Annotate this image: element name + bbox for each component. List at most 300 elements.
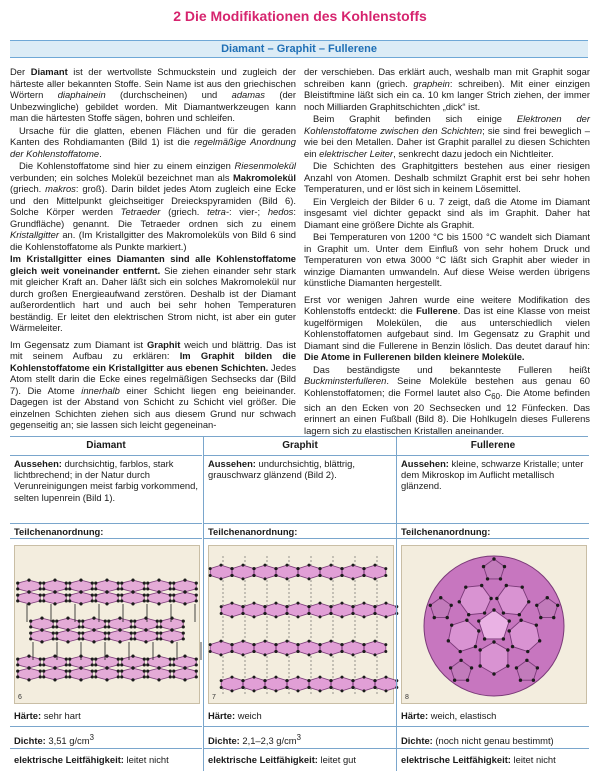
carbon-atom <box>169 587 172 590</box>
carbon-atom <box>508 619 511 622</box>
carbon-atom <box>264 653 267 656</box>
carbon-atom <box>352 564 355 567</box>
carbon-atom <box>374 577 377 580</box>
lattice-ring <box>18 580 41 592</box>
carbon-atom <box>92 640 95 643</box>
carbon-atom <box>506 664 509 667</box>
carbon-atom <box>384 643 387 646</box>
carbon-atom <box>253 615 256 618</box>
carbon-atom <box>92 629 95 632</box>
carbon-atom <box>341 676 344 679</box>
carbon-atom <box>363 567 366 570</box>
carbon-atom <box>253 574 256 577</box>
carbon-atom <box>195 581 198 584</box>
carbon-atom <box>275 574 278 577</box>
diamond-lattice-figure <box>14 545 200 704</box>
graphite-ring <box>375 677 397 691</box>
carbon-atom <box>492 640 495 643</box>
carbon-atom <box>39 599 42 602</box>
carbon-atom <box>79 591 82 594</box>
carbon-atom <box>159 637 162 640</box>
carbon-atom <box>275 676 278 679</box>
lattice-ring <box>44 656 67 668</box>
lattice-ring <box>135 630 158 642</box>
carbon-atom <box>53 667 56 670</box>
carbon-atom <box>131 591 134 594</box>
carbon-atom <box>68 663 71 666</box>
lattice-ring <box>174 580 197 592</box>
carbon-atom <box>286 564 289 567</box>
arrangement-cell: Teilchenanordnung: <box>397 525 589 539</box>
carbon-atom <box>195 663 198 666</box>
carbon-atom <box>297 567 300 570</box>
carbon-atom <box>374 686 377 689</box>
carbon-atom <box>308 686 311 689</box>
hardness-cell: Härte: weich, elastisch <box>397 705 589 727</box>
density-cell: Dichte: (noch nicht genau bestimmt) <box>397 727 589 749</box>
carbon-atom <box>117 675 120 678</box>
carbon-atom <box>182 631 185 634</box>
carbon-atom <box>363 574 366 577</box>
carbon-atom <box>91 593 94 596</box>
carbon-atom <box>55 631 58 634</box>
carbon-atom <box>169 593 172 596</box>
carbon-atom <box>94 599 97 602</box>
carbon-atom <box>68 599 71 602</box>
graphite-ring <box>221 677 243 691</box>
carbon-atom <box>130 637 133 640</box>
carbon-atom <box>450 623 453 626</box>
carbon-atom <box>220 640 223 643</box>
carbon-atom <box>446 616 449 619</box>
comparison-table <box>10 436 588 771</box>
carbon-atom <box>16 669 19 672</box>
graphite-ring <box>210 565 232 579</box>
carbon-atom <box>120 593 123 596</box>
carbon-atom <box>172 669 175 672</box>
carbon-atom <box>78 637 81 640</box>
carbon-atom <box>68 581 71 584</box>
carbon-atom <box>65 593 68 596</box>
carbon-atom <box>78 631 81 634</box>
carbon-atom <box>352 653 355 656</box>
carbon-atom <box>209 650 212 653</box>
carbon-atom <box>352 640 355 643</box>
carbon-atom <box>477 619 480 622</box>
carbon-atom <box>286 612 289 615</box>
carbon-atom <box>183 579 186 582</box>
carbon-atom <box>374 612 377 615</box>
lattice-ring <box>31 618 54 630</box>
carbon-atom <box>131 667 134 670</box>
carbon-atom <box>275 643 278 646</box>
carbon-atom <box>183 591 186 594</box>
lattice-ring <box>57 618 80 630</box>
carbon-atom <box>308 612 311 615</box>
carbon-atom <box>91 675 94 678</box>
lattice-ring <box>18 656 41 668</box>
carbon-atom <box>308 653 311 656</box>
carbon-atom <box>552 616 555 619</box>
carbon-atom <box>341 650 344 653</box>
graphite-ring <box>353 677 375 691</box>
graphite-ring <box>265 603 287 617</box>
graphite-ring <box>287 677 309 691</box>
lattice-ring <box>18 668 41 680</box>
carbon-atom <box>39 593 42 596</box>
carbon-atom <box>330 653 333 656</box>
carbon-atom <box>341 643 344 646</box>
carbon-atom <box>27 579 30 582</box>
paragraph: Ursache für die glatten, ebenen Flächen und für die geraden Kanten des Rohdiamanten (Bild 1) ist die regelmäßige Anordnung der Kohlenstoffatome. <box>10 124 296 159</box>
carbon-atom <box>79 678 82 681</box>
carbon-atom <box>91 657 94 660</box>
carbon-atom <box>330 564 333 567</box>
carbon-atom <box>81 625 84 628</box>
carbon-atom <box>518 613 521 616</box>
carbon-atom <box>156 637 159 640</box>
carbon-atom <box>157 579 160 582</box>
carbon-atom <box>42 587 45 590</box>
carbon-atom <box>308 577 311 580</box>
carbon-atom <box>94 663 97 666</box>
carbon-atom <box>242 577 245 580</box>
carbon-atom <box>133 631 136 634</box>
lattice-ring <box>148 668 171 680</box>
carbon-atom <box>466 679 469 682</box>
carbon-atom <box>65 599 68 602</box>
carbon-atom <box>503 565 506 568</box>
carbon-atom <box>146 663 149 666</box>
lattice-ring <box>122 668 145 680</box>
carbon-atom <box>143 581 146 584</box>
carbon-atom <box>231 676 234 679</box>
carbon-atom <box>253 643 256 646</box>
carbon-atom <box>264 605 267 608</box>
carbon-atom <box>429 604 432 607</box>
carbon-atom <box>521 585 524 588</box>
lattice-ring <box>70 580 93 592</box>
conductivity-cell: elektrische Leitfähigkeit: leitet nicht <box>401 754 556 765</box>
carbon-atom <box>117 587 120 590</box>
carbon-atom <box>330 679 333 682</box>
density-cell: Dichte: 3,51 $g/cm^3$ <box>10 727 202 749</box>
carbon-atom <box>264 679 267 682</box>
carbon-atom <box>183 678 186 681</box>
carbon-atom <box>220 605 223 608</box>
section-subtitle: Diamant – Graphit – Fullerene <box>10 40 588 58</box>
figure-number: 7 <box>212 694 216 701</box>
carbon-atom <box>286 653 289 656</box>
carbon-atom <box>79 667 82 670</box>
carbon-atom <box>483 611 486 614</box>
carbon-atom <box>172 593 175 596</box>
carbon-atom <box>253 689 256 692</box>
carbon-atom <box>91 599 94 602</box>
carbon-atom <box>502 637 505 640</box>
carbon-atom <box>143 669 146 672</box>
graphite-ring <box>331 677 353 691</box>
graphite-ring <box>342 565 364 579</box>
carbon-atom <box>143 599 146 602</box>
carbon-atom <box>55 637 58 640</box>
graphite-ring <box>331 603 353 617</box>
density-cell: Dichte: 2,1–2,3 $g/cm^3$ <box>204 727 396 749</box>
carbon-atom <box>242 679 245 682</box>
appearance-cell: Aussehen: undurchsichtig, blättrig, grauschwarz glänzend (Bild 2). <box>204 456 396 524</box>
carbon-atom <box>131 678 134 681</box>
carbon-atom <box>146 587 149 590</box>
fullerene-molecule-illustration <box>402 546 586 703</box>
carbon-atom <box>40 640 43 643</box>
carbon-atom <box>94 669 97 672</box>
carbon-atom <box>104 625 107 628</box>
carbon-atom <box>131 579 134 582</box>
carbon-atom <box>65 657 68 660</box>
carbon-atom <box>42 663 45 666</box>
carbon-atom <box>511 645 514 648</box>
lattice-ring <box>122 656 145 668</box>
graphite-ring <box>309 603 331 617</box>
carbon-atom <box>275 615 278 618</box>
carbon-atom <box>172 587 175 590</box>
graphite-ring <box>232 565 254 579</box>
carbon-atom <box>16 581 19 584</box>
carbon-atom <box>120 663 123 666</box>
carbon-atom <box>29 637 32 640</box>
carbon-atom <box>319 689 322 692</box>
table-header: Fullerene <box>397 437 589 456</box>
carbon-atom <box>159 619 162 622</box>
lattice-ring <box>31 630 54 642</box>
carbon-atom <box>297 676 300 679</box>
graphite-ring <box>254 641 276 655</box>
carbon-atom <box>143 657 146 660</box>
carbon-atom <box>42 657 45 660</box>
carbon-atom <box>91 663 94 666</box>
carbon-atom <box>231 602 234 605</box>
carbon-atom <box>308 640 311 643</box>
carbon-atom <box>40 617 43 620</box>
carbon-atom <box>535 604 538 607</box>
carbon-atom <box>352 686 355 689</box>
carbon-atom <box>242 564 245 567</box>
lattice-ring <box>57 630 80 642</box>
carbon-atom <box>104 637 107 640</box>
carbon-atom <box>319 676 322 679</box>
carbon-atom <box>220 679 223 682</box>
carbon-atom <box>117 657 120 660</box>
carbon-atom <box>465 619 468 622</box>
carbon-atom <box>341 689 344 692</box>
carbon-atom <box>385 602 388 605</box>
carbon-atom <box>275 650 278 653</box>
carbon-atom <box>52 631 55 634</box>
carbon-atom <box>39 669 42 672</box>
fullerene-molecule-figure <box>401 545 587 704</box>
carbon-atom <box>286 577 289 580</box>
carbon-atom <box>458 600 461 603</box>
carbon-atom <box>275 689 278 692</box>
carbon-atom <box>275 567 278 570</box>
carbon-atom <box>159 625 162 628</box>
carbon-atom <box>16 675 19 678</box>
carbon-atom <box>65 675 68 678</box>
carbon-atom <box>65 587 68 590</box>
table-column-fullerene <box>396 437 589 771</box>
carbon-atom <box>182 637 185 640</box>
carbon-atom <box>157 602 160 605</box>
carbon-atom <box>68 657 71 660</box>
graphite-ring <box>254 565 276 579</box>
carbon-atom <box>117 663 120 666</box>
carbon-atom <box>546 596 549 599</box>
carbon-atom <box>79 602 82 605</box>
carbon-atom <box>81 619 84 622</box>
carbon-atom <box>439 596 442 599</box>
carbon-atom <box>480 584 483 587</box>
carbon-atom <box>319 650 322 653</box>
carbon-atom <box>169 581 172 584</box>
carbon-atom <box>68 669 71 672</box>
carbon-atom <box>264 640 267 643</box>
carbon-atom <box>172 663 175 666</box>
carbon-atom <box>40 629 43 632</box>
lattice-ring <box>44 592 67 604</box>
carbon-atom <box>42 581 45 584</box>
carbon-atom <box>156 619 159 622</box>
carbon-atom <box>42 593 45 596</box>
carbon-atom <box>52 625 55 628</box>
lattice-ring <box>96 580 119 592</box>
carbon-atom <box>474 645 477 648</box>
carbon-atom <box>94 593 97 596</box>
carbon-atom <box>385 676 388 679</box>
lattice-ring <box>174 592 197 604</box>
carbon-atom <box>66 617 69 620</box>
lattice-ring <box>96 656 119 668</box>
carbon-atom <box>39 657 42 660</box>
carbon-atom <box>363 643 366 646</box>
carbon-atom <box>525 659 528 662</box>
carbon-atom <box>515 666 518 669</box>
carbon-atom <box>133 619 136 622</box>
carbon-atom <box>159 631 162 634</box>
carbon-atom <box>146 675 149 678</box>
appearance-cell: Aussehen: durchsichtig, farblos, stark lichtbrechend; in der Natur durch Verunreinigungen meist farbig vorkommend, selten lupenrein (Bild 1). <box>10 456 202 524</box>
figure-number: 6 <box>18 694 22 701</box>
carbon-atom <box>242 605 245 608</box>
carbon-atom <box>220 577 223 580</box>
paragraph: Im Gegensatz zum Diamant ist Graphit weich und blättrig. Das ist mit seinem Aufbau zu erklären: Im Graphit bilden die Kohlenstoffatome ein Kristallgitter aus ebenen Schichten. Jedes Atom stellt darin die Ecke eines regelmäßigen Sechsecks dar (Bild 7). Die Atome innerhalb einer Schicht liegen eng beieinander. Dagegen ist der Abstand von Schicht zu Schicht viel größer. Die einzelnen Schichten ziehen sich aus diesem Grund nur schwach gegenseitig an; sie lassen sich leicht gegeneinan- <box>10 338 297 430</box>
carbon-atom <box>231 650 234 653</box>
carbon-atom <box>539 616 542 619</box>
carbon-atom <box>91 581 94 584</box>
carbon-atom <box>209 643 212 646</box>
carbon-atom <box>55 619 58 622</box>
carbon-atom <box>157 678 160 681</box>
carbon-atom <box>527 600 530 603</box>
graphite-ring <box>298 565 320 579</box>
table-column-diamant <box>10 437 202 771</box>
graphite-ring <box>265 677 287 691</box>
lattice-ring <box>70 668 93 680</box>
carbon-atom <box>16 663 19 666</box>
carbon-atom <box>308 605 311 608</box>
carbon-atom <box>470 666 473 669</box>
carbon-atom <box>505 584 508 587</box>
carbon-atom <box>78 625 81 628</box>
carbon-atom <box>319 643 322 646</box>
graphite-ring <box>221 603 243 617</box>
carbon-atom <box>29 625 32 628</box>
carbon-atom <box>53 579 56 582</box>
carbon-atom <box>27 667 30 670</box>
carbon-atom <box>42 669 45 672</box>
carbon-atom <box>66 640 69 643</box>
chapter-title: 2 Die Modifikationen des Kohlenstoffs <box>173 8 427 24</box>
carbon-atom <box>297 602 300 605</box>
carbon-atom <box>146 657 149 660</box>
graphite-ring <box>320 565 342 579</box>
carbon-atom <box>65 669 68 672</box>
graphite-ring <box>232 641 254 655</box>
graphite-ring <box>353 603 375 617</box>
carbon-atom <box>172 599 175 602</box>
carbon-atom <box>264 612 267 615</box>
carbon-atom <box>384 574 387 577</box>
carbon-atom <box>78 619 81 622</box>
lattice-ring <box>161 618 184 630</box>
carbon-atom <box>146 581 149 584</box>
carbon-atom <box>52 619 55 622</box>
carbon-atom <box>29 619 32 622</box>
carbon-atom <box>532 679 535 682</box>
carbon-atom <box>231 615 234 618</box>
graphite-ring <box>243 603 265 617</box>
carbon-atom <box>120 657 123 660</box>
carbon-atom <box>483 637 486 640</box>
carbon-atom <box>117 669 120 672</box>
carbon-atom <box>341 602 344 605</box>
carbon-atom <box>143 663 146 666</box>
carbon-atom <box>27 655 30 658</box>
graphite-ring <box>375 603 397 617</box>
carbon-atom <box>385 615 388 618</box>
carbon-atom <box>220 653 223 656</box>
carbon-atom <box>363 602 366 605</box>
carbon-atom <box>478 664 481 667</box>
figure-number: 8 <box>405 694 409 701</box>
carbon-atom <box>374 605 377 608</box>
lattice-ring <box>18 592 41 604</box>
carbon-atom <box>508 629 511 632</box>
carbon-atom <box>53 678 56 681</box>
carbon-atom <box>157 655 160 658</box>
carbon-atom <box>492 672 495 675</box>
carbon-atom <box>27 602 30 605</box>
carbon-atom <box>464 585 467 588</box>
carbon-atom <box>477 629 480 632</box>
carbon-atom <box>242 612 245 615</box>
carbon-atom <box>330 612 333 615</box>
carbon-atom <box>352 612 355 615</box>
lattice-ring <box>135 618 158 630</box>
carbon-atom <box>94 657 97 660</box>
carbon-atom <box>92 617 95 620</box>
carbon-atom <box>53 655 56 658</box>
graphite-ring <box>298 641 320 655</box>
